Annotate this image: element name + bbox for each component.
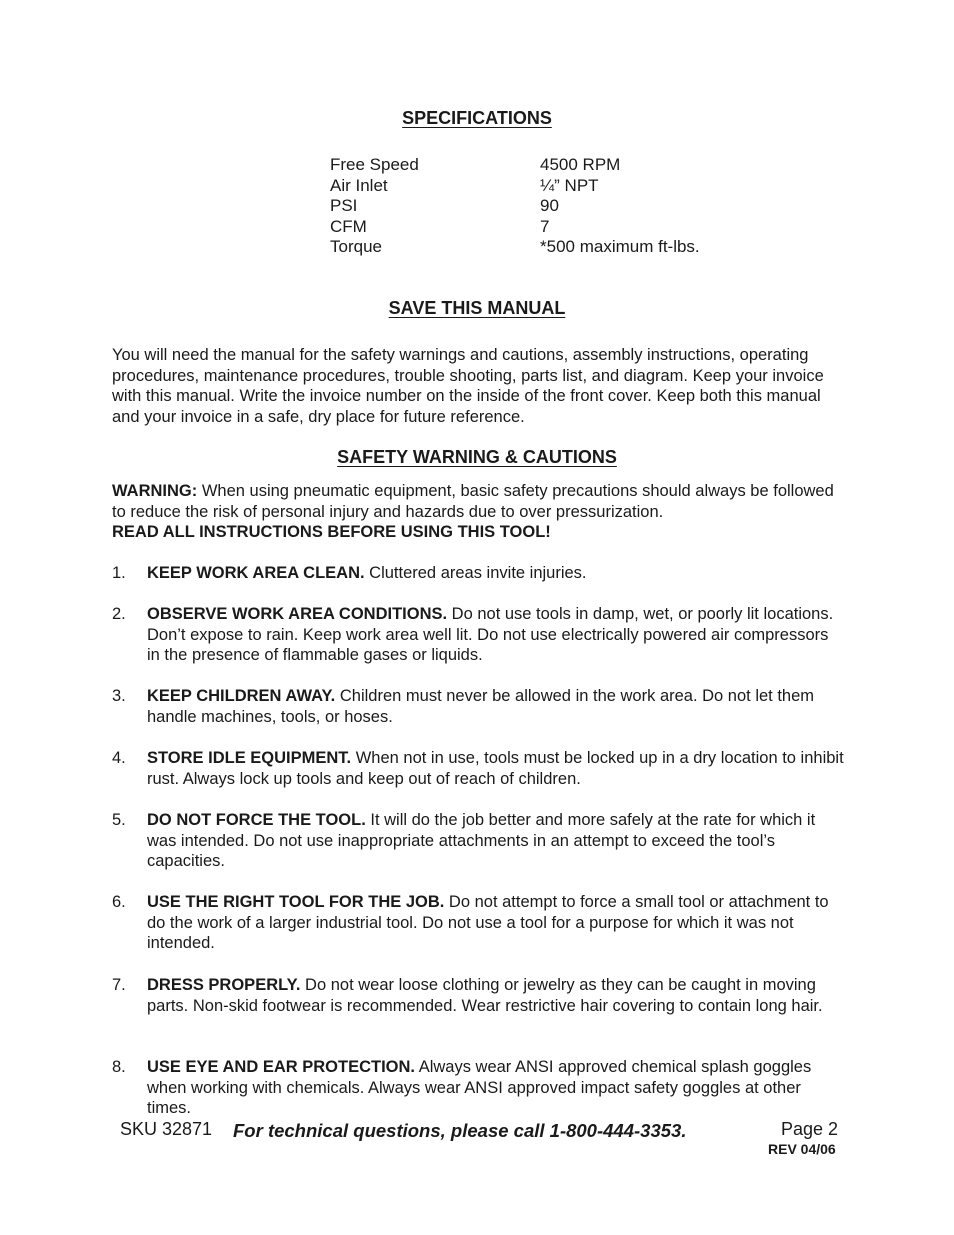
list-item-title: USE EYE AND EAR PROTECTION.	[147, 1058, 416, 1076]
spec-row	[330, 237, 700, 258]
list-item	[112, 748, 844, 789]
list-item	[112, 686, 844, 727]
footer-tech-support: For technical questions, please call 1-800-444-3353.	[233, 1120, 687, 1141]
spec-row	[330, 217, 700, 238]
list-item-title: OBSERVE WORK AREA CONDITIONS.	[147, 605, 448, 623]
list-item	[112, 810, 844, 872]
list-item	[112, 975, 844, 1016]
spec-row	[330, 176, 700, 197]
footer-sku: SKU 32871	[120, 1119, 213, 1139]
list-item	[112, 563, 844, 584]
list-number: 8.	[112, 1058, 126, 1076]
spec-label: PSI	[330, 196, 358, 216]
list-item-title: KEEP CHILDREN AWAY.	[147, 687, 336, 705]
list-item-text: Always wear ANSI approved chemical splash goggles when working with chemicals. Always wear ANSI approved impact safety goggles at other times.	[147, 1058, 812, 1118]
warning-text: When using pneumatic equipment, basic safety precautions should always be followed to reduce the risk of personal injury and hazards due to over pressurization.	[112, 482, 834, 521]
list-number: 7.	[112, 976, 126, 994]
spec-label: Free Speed	[330, 155, 419, 174]
warning-paragraph	[112, 481, 844, 543]
spec-value: 7	[540, 216, 550, 236]
list-number: 6.	[112, 893, 126, 911]
spec-row	[330, 155, 700, 176]
list-item-title: USE THE RIGHT TOOL FOR THE JOB.	[147, 893, 445, 911]
list-number: 5.	[112, 811, 126, 829]
spec-label: CFM	[330, 216, 367, 236]
save-manual-heading: SAVE THIS MANUAL	[388, 298, 566, 318]
list-item-text: It will do the job better and more safely at the rate for which it was intended. Do not use inappropriate attachments in an attempt to exceed the tool’s capacities.	[147, 811, 816, 871]
list-item-text: Do not use tools in damp, wet, or poorly lit locations. Don’t expose to rain. Keep work area well lit. Do not use electrically powered air compressors in the presence of flammable gases or liquids.	[147, 605, 834, 665]
list-number: 3.	[112, 687, 126, 705]
spec-value: *500 maximum ft-lbs.	[540, 237, 700, 257]
list-number: 1.	[112, 564, 126, 582]
list-item-title: DO NOT FORCE THE TOOL.	[147, 811, 366, 829]
save-manual-paragraph: You will need the manual for the safety warnings and cautions, assembly instructions, operating procedures, maintenance procedures, trouble shooting, parts list, and diagram. Keep your invoice with this manual. Write the invoice number on the inside of the front cover. Keep both this manual and your invoice in a safe, dry place for future reference.	[112, 346, 824, 426]
spec-row	[330, 196, 700, 217]
list-item-title: KEEP WORK AREA CLEAN.	[147, 564, 365, 582]
read-all-instructions: READ ALL INSTRUCTIONS BEFORE USING THIS TOOL!	[112, 523, 551, 542]
spec-value: 90	[540, 196, 559, 216]
spec-value: ¼” NPT	[540, 175, 599, 195]
list-item-title: DRESS PROPERLY.	[147, 976, 301, 994]
list-number: 4.	[112, 749, 126, 767]
list-number: 2.	[112, 605, 126, 623]
list-item	[112, 1057, 844, 1119]
spec-value: 4500 RPM	[540, 155, 621, 174]
list-item	[112, 892, 844, 954]
specifications-heading: SPECIFICATIONS	[402, 108, 552, 128]
spec-label: Air Inlet	[330, 175, 388, 195]
specifications-table	[330, 155, 700, 258]
list-item	[112, 604, 844, 666]
list-item-title: STORE IDLE EQUIPMENT.	[147, 749, 352, 767]
spec-label: Torque	[330, 237, 382, 257]
list-item-text: When not in use, tools must be locked up in a dry location to inhibit rust. Always lock up tools and keep out of reach of children.	[147, 749, 844, 788]
list-item-text: Do not wear loose clothing or jewelry as they can be caught in moving parts. Non-skid footwear is recommended. Wear restrictive hair covering to contain long hair.	[147, 976, 823, 1015]
footer-revision: REV 04/06	[768, 1141, 836, 1157]
list-item-text: Children must never be allowed in the work area. Do not let them handle machines, tools, or hoses.	[147, 687, 815, 726]
warning-label: WARNING:	[112, 482, 198, 500]
safety-heading: SAFETY WARNING & CAUTIONS	[337, 447, 617, 467]
list-item-text: Cluttered areas invite injuries.	[364, 564, 587, 582]
list-item-text: Do not attempt to force a small tool or attachment to do the work of a larger industrial tool. Do not use a tool for a purpose for which it was not intended.	[147, 893, 829, 953]
footer-page-number: Page 2	[781, 1119, 839, 1139]
